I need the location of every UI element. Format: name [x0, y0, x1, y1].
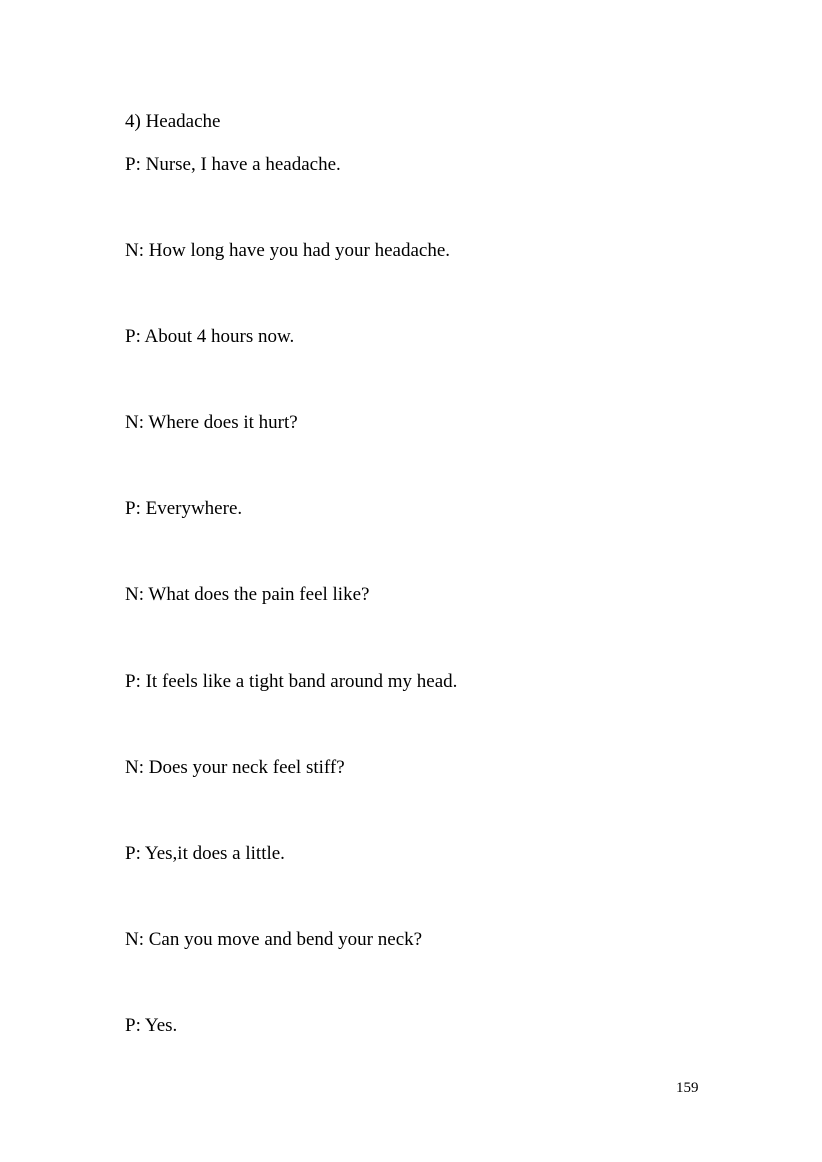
section-title: 4) Headache [125, 111, 221, 132]
dialogue-line: N: How long have you had your headache. [125, 240, 451, 261]
dialogue-line: P: It feels like a tight band around my head. [125, 671, 458, 692]
dialogue-line: P: About 4 hours now. [125, 326, 295, 347]
dialogue-line: N: Does your neck feel stiff? [125, 757, 345, 778]
dialogue-line: N: Can you move and bend your neck? [125, 929, 423, 950]
dialogue-line: P: Yes. [125, 1015, 178, 1036]
dialogue-line: N: Where does it hurt? [125, 412, 298, 433]
dialogue-line: N: What does the pain feel like? [125, 584, 370, 605]
dialogue-line: P: Everywhere. [125, 498, 243, 519]
dialogue-line: P: Nurse, I have a headache. [125, 154, 341, 175]
page-number: 159 [676, 1080, 699, 1096]
dialogue-line: P: Yes,it does a little. [125, 843, 285, 864]
